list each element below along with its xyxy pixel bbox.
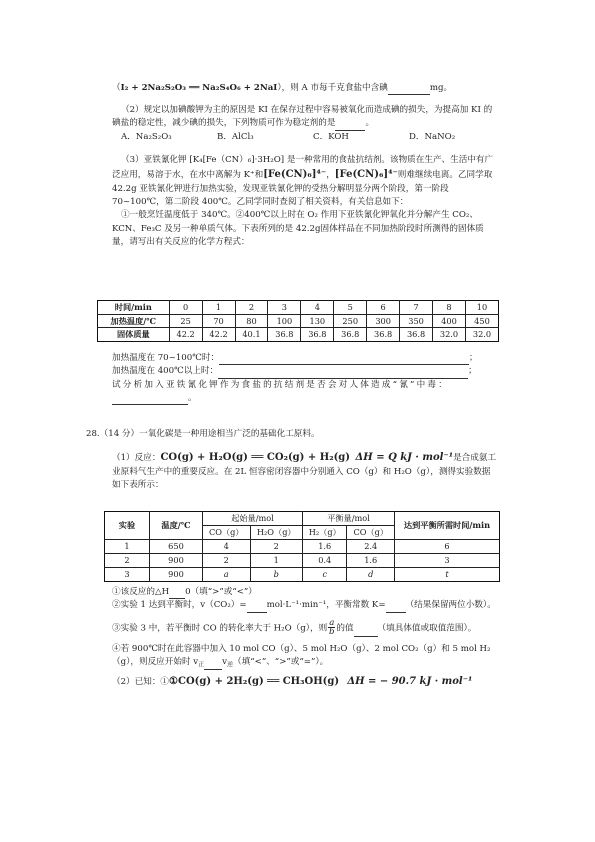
- table-cell: 4: [203, 540, 251, 554]
- s3-text-c: （填具体值或取值范围）。: [377, 623, 477, 634]
- enthalpy-label: ΔH = Q kJ · mol⁻¹: [355, 452, 454, 463]
- subscript-reverse: 逆: [227, 661, 234, 669]
- question-28: [86, 428, 498, 441]
- q3-answers: [112, 352, 496, 405]
- table-cell: b: [250, 568, 303, 582]
- table-cell: 32.0: [433, 328, 466, 342]
- co-shift-equation: CO(g) + H₂O(g) ══ CO₂(g) + H₂(g): [160, 452, 351, 463]
- subscript-forward: 正: [198, 661, 205, 669]
- table-cell: 2: [235, 301, 268, 315]
- header-cell: 实验: [105, 512, 150, 540]
- enthalpy-label: ΔH = − 90.7 kJ · mol⁻¹: [347, 676, 473, 688]
- answer-blank[interactable]: [112, 394, 188, 405]
- s3-text: ③实验 3 中，若平衡时 CO 的转化率大于 H₂O（g），则: [112, 623, 328, 634]
- table-cell: 42.2: [169, 328, 202, 342]
- q28-title: 28.（14 分）一氧化碳是一种用途相当广泛的基础化工原料。: [86, 429, 320, 439]
- table-cell: 3: [268, 301, 301, 315]
- methanol-equation: ①CO(g) + 2H₂(g) ══ CH₃OH(g): [169, 676, 340, 688]
- table-cell: 36.8: [268, 328, 301, 342]
- table-cell: d: [347, 568, 395, 582]
- table-cell: 6: [367, 301, 400, 315]
- q28-p1-text: 是合成氨工业原料气生产中的重要反应。在 2L 恒容密闭容器中分别通入 CO（g）和 H₂O（g），测得实验数据如下表所示：: [112, 453, 497, 490]
- table-cell: 70: [202, 314, 235, 328]
- q3-answer2-label: 加热温度在 400℃以上时：: [112, 366, 219, 377]
- header-cell: 起始量/mol: [203, 512, 303, 526]
- table-cell: 250: [334, 314, 367, 328]
- table-cell: 0: [169, 301, 202, 315]
- table-cell: 8: [433, 301, 466, 315]
- punct: 。: [188, 392, 199, 403]
- equilibrium-data-table: [104, 511, 500, 582]
- q1-unit: mg。: [429, 83, 453, 93]
- q2-end: 。: [365, 118, 375, 129]
- ferrocyanide-ion: [Fe(CN)₆]⁴⁻: [263, 169, 327, 181]
- table-cell: 0.4: [303, 554, 347, 568]
- answer-blank[interactable]: [388, 84, 430, 95]
- q28-p2-label: （2）已知：①: [112, 677, 170, 688]
- iodine-thiosulfate-equation: I₂ + 2Na₂S₂O₃ ══ Na₂S₄O₆ + 2NaI: [120, 83, 278, 93]
- table-cell: 130: [301, 314, 334, 328]
- table-cell: 1.6: [347, 554, 395, 568]
- table-cell: 4: [301, 301, 334, 315]
- table-cell: 2: [203, 554, 251, 568]
- header-cell: 达到平衡所需时间/min: [395, 512, 500, 540]
- option-a[interactable]: A．Na₂S₂O₃: [121, 131, 172, 142]
- table-cell: 2: [250, 540, 303, 554]
- table-cell: 7: [400, 301, 433, 315]
- q3-para1b: 则难继续电离。乙同学取 42.2g 亚铁氰化钾进行加热实验，发现亚铁氰化钾的受热分解明显分两个阶段，第一阶段 70~100℃，第二阶段 400℃。乙同学同时查阅了相关资料，有关信息如下：: [112, 170, 493, 208]
- table-cell: 36.8: [301, 328, 334, 342]
- s1-text-b: 0（填“>”或“<”）: [185, 587, 257, 597]
- answer-blank[interactable]: [247, 602, 267, 613]
- table-cell: 300: [367, 314, 400, 328]
- table-cell: 5: [334, 301, 367, 315]
- heating-data-table: [97, 300, 499, 342]
- q2-text: （2）规定以加碘酸钾为主的原因是 KI 在保存过程中容易被氧化而造成碘的损失，为提高加 KI 的碘盐的稳定性，减少碘的损失，下列物质可作为稳定剂的是: [112, 105, 493, 129]
- answer-blank[interactable]: [335, 120, 365, 131]
- table-cell: 350: [400, 314, 433, 328]
- table-cell: c: [303, 568, 347, 582]
- table-cell: 40.1: [235, 328, 268, 342]
- table-cell: 10: [465, 301, 498, 315]
- s4-text: ④若 900℃时在此容器中加入 10 mol CO（g）、5 mol H₂O（g）、2 mol CO₂（g）和 5 mol H₂（g），则反应开始时 v: [112, 643, 491, 668]
- row-label: 时间/min: [98, 301, 170, 315]
- header-cell: 平衡量/mol: [303, 512, 395, 526]
- table-row: [105, 554, 500, 568]
- table-cell: 1: [250, 554, 303, 568]
- table-cell: 2: [105, 554, 150, 568]
- table-cell: 36.8: [367, 328, 400, 342]
- q28-part1: [112, 450, 498, 492]
- table-cell: 42.2: [202, 328, 235, 342]
- s2-text: ②实验 1 达到平衡时，v（CO₂）=: [112, 600, 247, 611]
- table-cell: 3: [105, 568, 150, 582]
- option-b[interactable]: B．AlCl₃: [217, 131, 254, 142]
- answer-blank[interactable]: [219, 354, 469, 365]
- table-row: [98, 314, 499, 328]
- table-cell: 2.4: [347, 540, 395, 554]
- s2-text-b: mol·L⁻¹·min⁻¹，平衡常数 K=: [266, 600, 386, 611]
- table-row: [98, 301, 499, 315]
- q28-p1-label: （1）反应：: [112, 453, 161, 463]
- table-row: [105, 568, 500, 582]
- q3-answer1-label: 加热温度在 70~100℃时：: [112, 353, 220, 363]
- table-cell: 1: [105, 540, 150, 554]
- header-cell: H₂O（g）: [250, 526, 303, 540]
- table-cell: 32.0: [465, 328, 498, 342]
- fraction-numerator: a: [329, 617, 335, 628]
- fraction-denominator: b: [329, 627, 335, 638]
- s2-text-c: （结果保留两位小数）。: [405, 600, 496, 611]
- q1-text: ），则 A 市每千克食盐中含碘: [277, 83, 388, 93]
- table-cell: a: [203, 568, 251, 582]
- table-cell: 450: [465, 314, 498, 328]
- table-cell: 650: [150, 540, 203, 554]
- answer-blank[interactable]: [386, 602, 406, 613]
- answer-blank[interactable]: [204, 659, 222, 670]
- table-cell: 36.8: [334, 328, 367, 342]
- table-cell: 1.6: [303, 540, 347, 554]
- table-cell: 1: [202, 301, 235, 315]
- table-cell: 400: [433, 314, 466, 328]
- table-cell: 900: [150, 568, 203, 582]
- option-c[interactable]: C．KOH: [313, 131, 349, 142]
- q3-para1: （3）亚铁氰化钾 [K₄[Fe（CN）₆]·3H₂O] 是一种常用的食盐抗结剂。该物质在生产、生活中有广泛应用，易溶于水，在水中离解为 K⁺和: [112, 155, 494, 181]
- table-cell: 6: [395, 540, 500, 554]
- table-cell: 36.8: [400, 328, 433, 342]
- table-header-row: [105, 512, 500, 526]
- q2-options: [112, 131, 496, 144]
- table-cell: 25: [169, 314, 202, 328]
- row-label: 固体质量: [98, 328, 170, 342]
- punct: ；: [468, 366, 477, 377]
- ferrocyanide-ion: [Fe(CN)₆]⁴⁻: [334, 169, 398, 181]
- q1-tail: （I₂ + 2Na₂S₂O₃ ══ Na₂S₄O₆ + 2NaI），则 A 市每千克食盐中含碘 mg。: [112, 82, 496, 95]
- option-d[interactable]: D．NaNO₂: [409, 131, 456, 142]
- table-cell: 900: [150, 554, 203, 568]
- table-cell: 80: [235, 314, 268, 328]
- a-over-b-fraction: [328, 619, 335, 637]
- row-label: 加热温度/℃: [98, 314, 170, 328]
- table-cell: t: [395, 568, 500, 582]
- s3-text-b: 的值: [336, 623, 354, 634]
- question-2: [112, 104, 496, 144]
- table-row: [98, 328, 499, 342]
- table-row: [105, 540, 500, 554]
- punct: ；: [469, 353, 478, 363]
- header-cell: CO（g）: [347, 526, 395, 540]
- q28-subquestions: [112, 586, 498, 690]
- q3-para2: ①一般烹饪温度低于 340℃。②400℃以上时在 O₂ 作用下亚铁氰化钾氧化并分解产生 CO₂、KCN、Fe₃C 及另一种单质气体。下表所列的是 42.2g固体样品在不同加热阶段时所测得的固体质量，请写出有关反应的化学方程式：: [112, 210, 484, 248]
- s4-text-end: （填“<”、“>”或“=”）。: [233, 657, 329, 668]
- s4-v: v: [222, 657, 228, 668]
- question-3: （3）亚铁氰化钾 [K₄[Fe（CN）₆]·3H₂O] 是一种常用的食盐抗结剂。该物质在生产、生活中有广泛应用，易溶于水，在水中离解为 K⁺和[Fe(CN)₆]⁴⁻，[Fe(CN)₆]⁴⁻则难继续电离。乙同学取 42.2g 亚铁氰化钾进行加热实验，发现亚铁氰化钾的受热分解明显分两个阶段，第一阶段 70~100℃，第二阶段 400℃。乙同学同时查阅了相关资料，有关信息如下： ①一般烹饪温度低于 340℃。②400℃以上时在 O₂ 作用下亚铁氰化钾氧化并分解产生 CO₂、KCN、Fe₃C 及另一种单质气体。下表所列的是 42.2g固体样品在不同加热阶段时所测得的固体质量，请写出有关反应的化学方程式：: [112, 155, 494, 248]
- header-cell: H₂（g）: [303, 526, 347, 540]
- q3-answer3-label: 试分析加入亚铁氰化钾作为食盐的抗结剂是否会对人体造成“氰”中毒：: [112, 379, 450, 390]
- table-cell: 3: [395, 554, 500, 568]
- header-cell: CO（g）: [203, 526, 251, 540]
- answer-blank[interactable]: [354, 626, 378, 637]
- answer-blank[interactable]: [169, 588, 185, 599]
- s1-text: ①该反应的△H: [112, 587, 170, 597]
- table-cell: 100: [268, 314, 301, 328]
- header-cell: 温度/℃: [150, 512, 203, 540]
- answer-blank[interactable]: [218, 368, 468, 379]
